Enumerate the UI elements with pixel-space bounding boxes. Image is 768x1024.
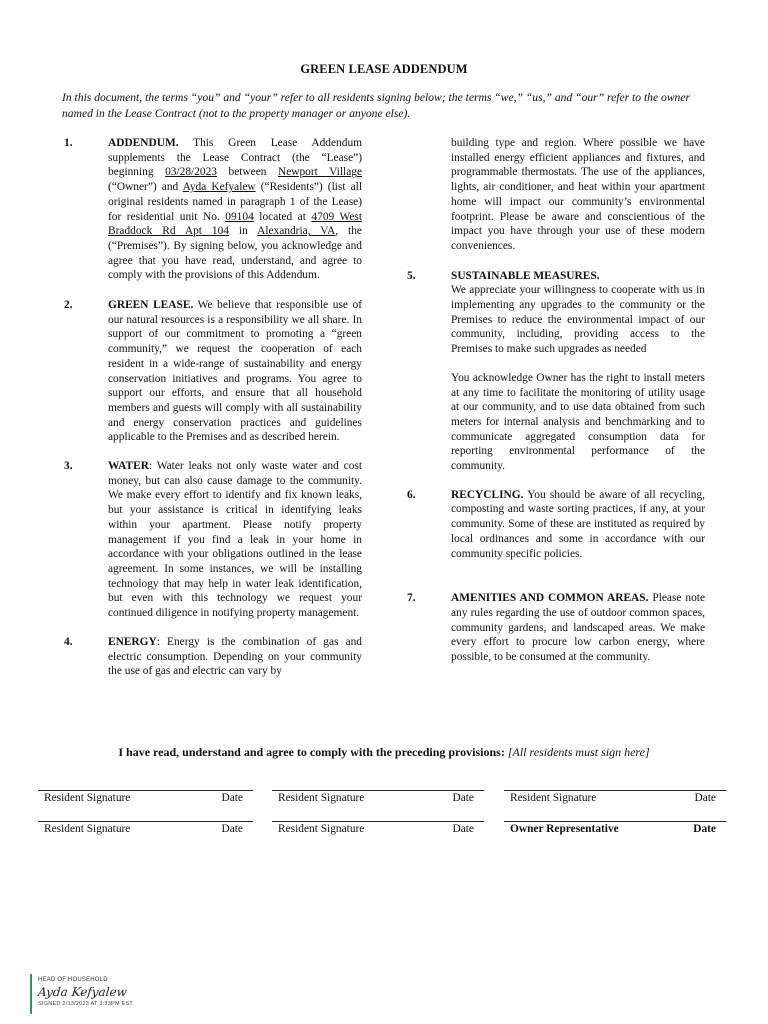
section-text: : Energy is the combination of gas and electric consumption. Depending on your community the use of gas and electric can vary by <box>108 635 362 678</box>
signed-timestamp: SIGNED 2/13/2023 AT 3:33PM EST <box>38 1001 134 1007</box>
date-label: Date <box>221 823 243 835</box>
owner-representative-signature-line[interactable] <box>504 821 726 842</box>
section-addendum <box>62 136 362 283</box>
section-text: You acknowledge Owner has the right to install meters at any time to facilitate the monitoring of utility usage at our community, and to use data obtained from such meters for internal analysis and benchmarking and to communicate aggregated consumption data for reporting environmental performance of the community. <box>451 371 705 473</box>
section-text: : Water leaks not only waste water and cost money, but can also cause damage to the community. We make every effort to identify and fix known leaks, but your assistance is critical in identifying leaks within your apartment. Please notify property management if you find a leak in your home in accordance with your obligations outlined in the lease agreement. In some instances, we will be installing technology that may help in water leak identification, but even with this technology we request your continued diligence in notifying property management. <box>108 460 362 620</box>
section-heading: AMENITIES AND COMMON AREAS. <box>451 592 649 605</box>
resident-signature-line[interactable] <box>38 821 253 842</box>
date-label: Date <box>694 792 716 804</box>
section-text: (“Residents”) (list all original residents named in paragraph 1 of the Lease) for residential unit No. <box>108 181 362 223</box>
resident-signature-line[interactable] <box>38 790 253 811</box>
section-text: This Green Lease Addendum supplements the Lease Contract (the “Lease”) beginning <box>108 137 362 179</box>
agreement-text: I have read, understand and agree to comply with the preceding provisions: <box>118 745 505 759</box>
date-label: Date <box>221 792 243 804</box>
signature-label: Owner Representative <box>510 823 619 835</box>
date-label: Date <box>452 823 474 835</box>
right-column <box>405 136 705 665</box>
section-text: Please note any rules regarding the use of outdoor common spaces, community gardens, and landscaped areas. We make every effort to procure low carbon energy, where possible, to be consumed at the community. <box>451 592 705 664</box>
section-recycling <box>405 488 705 562</box>
section-sustainable-measures <box>405 269 705 474</box>
resident-signature-line[interactable] <box>272 821 484 842</box>
resident-signature-line[interactable] <box>504 790 726 811</box>
section-text: located at <box>253 210 312 223</box>
left-column <box>62 136 362 679</box>
intro-paragraph: In this document, the terms “you” and “your” refer to all residents signing below; the terms “we,” “us,” and “our” refer to the owner named in the Lease Contract (not to the property manager or anyone else). <box>62 91 691 120</box>
section-text: in <box>228 225 258 238</box>
signature-label: Resident Signature <box>510 792 597 804</box>
section-heading: RECYCLING. <box>451 488 524 501</box>
signature-label: Resident Signature <box>278 792 365 804</box>
section-number: 6. <box>407 488 416 501</box>
section-number: 5. <box>407 269 416 282</box>
section-heading: GREEN LEASE. <box>108 299 194 312</box>
section-heading: ENERGY <box>108 635 157 648</box>
esignature-stamp <box>30 974 178 1014</box>
section-text: We believe that responsible use of our natural resources is a responsibility we all share. In support of our commitment to promoting a “green community,” we request the cooperation of each resident in a wide-range of sustainability and energy conservation initiatives and programs. You agree to support our efforts, and ensure that all household members and guests will comply with all sustainability and energy conservation practices and guidelines applicable to the Premises and as described herein. <box>108 299 362 444</box>
signer-role: HEAD OF HOUSEHOLD <box>38 977 108 983</box>
section-number: 3. <box>64 460 73 473</box>
lease-start-date: 03/28/2023 <box>165 166 217 179</box>
section-text: , the (“Premises”). By signing below, you acknowledge and agree that you have read, understand, and agree to comply with the provisions of this Addendum. <box>108 225 362 282</box>
section-energy-continued <box>405 136 705 254</box>
section-amenities <box>405 591 705 665</box>
agreement-statement <box>0 745 768 760</box>
page-title: GREEN LEASE ADDENDUM <box>300 62 468 76</box>
section-water <box>62 459 362 621</box>
signature-name: Ayda Kefyalew <box>37 985 128 999</box>
section-text: between <box>216 166 278 179</box>
section-text: (“Owner”) and <box>108 181 183 194</box>
section-number: 1. <box>64 137 73 149</box>
signature-label: Resident Signature <box>278 823 365 835</box>
section-number: 7. <box>407 592 416 605</box>
date-label: Date <box>452 792 474 804</box>
section-green-lease <box>62 298 362 445</box>
unit-city: Alexandria, VA <box>257 225 336 238</box>
signature-label: Resident Signature <box>44 823 131 835</box>
section-energy <box>62 635 362 679</box>
resident-signature-line[interactable] <box>272 790 484 811</box>
unit-address: 4709 West Braddock Rd Apt 104 <box>108 210 363 238</box>
section-number: 2. <box>64 299 73 312</box>
agreement-note: [All residents must sign here] <box>507 745 650 759</box>
unit-number: 09104 <box>225 210 254 223</box>
date-label: Date <box>693 823 716 835</box>
section-heading: SUSTAINABLE MEASURES. <box>451 269 600 282</box>
section-heading: ADDENDUM. <box>108 137 179 149</box>
resident-names: Ayda Kefyalew <box>182 181 256 194</box>
section-heading: WATER <box>108 460 149 473</box>
section-text: You should be aware of all recycling, composting and waste sorting practices, if any, at your community. Some of these are instituted as required by local ordinances and some in accordance with our community specific policies. <box>451 488 705 560</box>
section-text: building type and region. Where possible we have installed energy efficient appliances and fixtures, and programmable thermostats. The use of the appliances, lights, air conditioner, and heat within your apartment home will impact our community’s environmental footprint. Please be aware and conscientious of the impact you have through your use of these modern conveniences. <box>451 137 705 252</box>
signature-label: Resident Signature <box>44 792 131 804</box>
section-text: We appreciate your willingness to cooperate with us in implementing any upgrades to the community or the Premises to reduce the environmental impact of our community, including, providing access to the Premises to make such upgrades as needed <box>451 284 705 356</box>
owner-name: Newport Village <box>277 166 362 179</box>
section-number: 4. <box>64 635 73 648</box>
